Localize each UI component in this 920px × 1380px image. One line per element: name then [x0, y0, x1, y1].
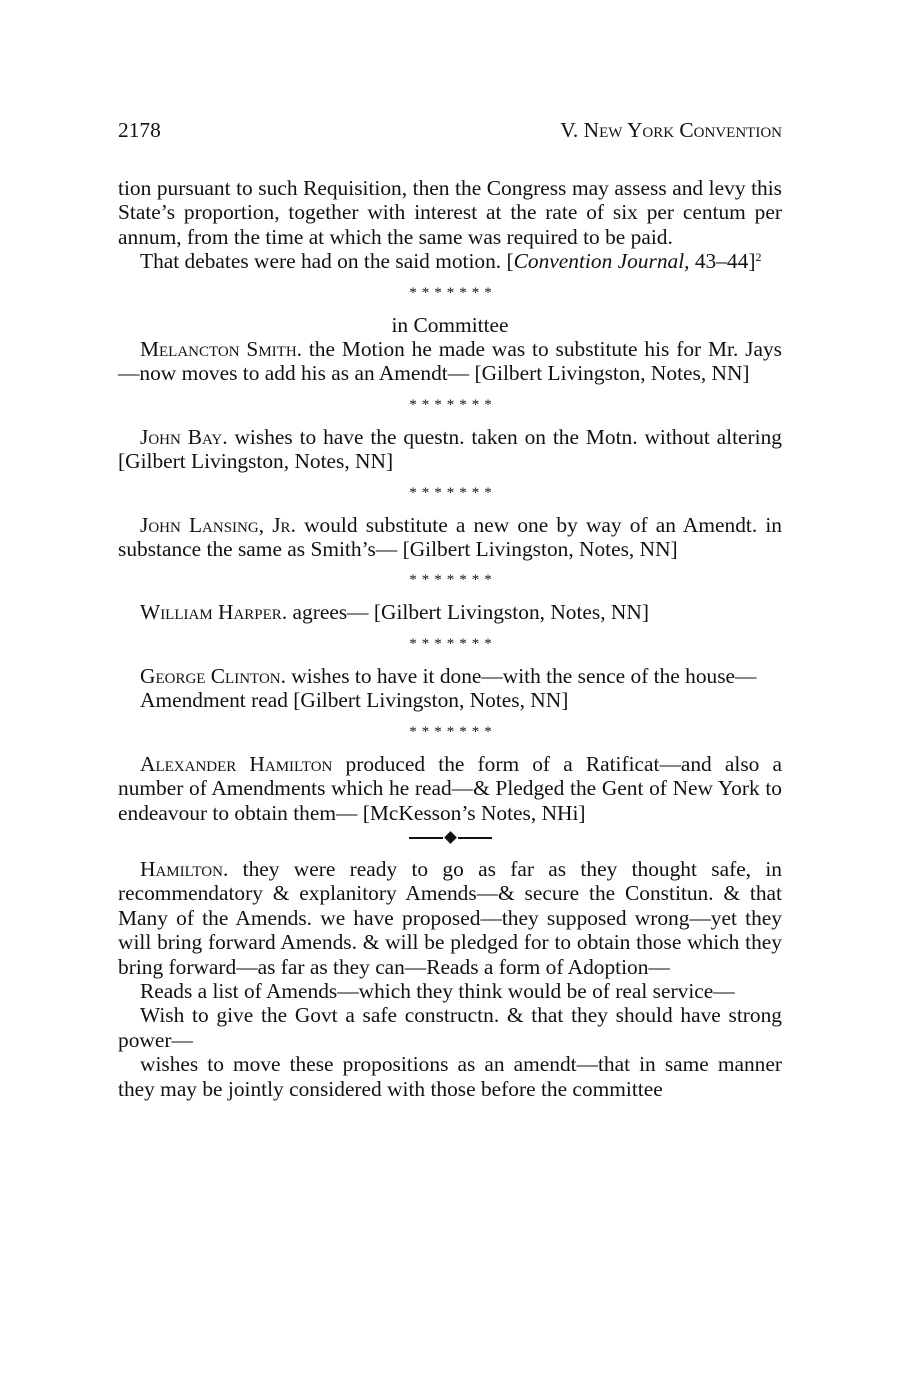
speaker-name: George Clinton. — [140, 663, 286, 688]
entry-clinton-continued: Amendment read [Gilbert Livingston, Notes, NN] — [140, 688, 569, 713]
section-separator: ******* — [409, 572, 497, 589]
entry-hamilton-second: Hamilton. they were ready to go as far as they thought safe, in recommendatory & explanitory Amends—& secure the Constitun. & that Many of the Amends. we have proposed—they supposed wrong—yet they will bring forward Amends. & will be pledged for to obtain those which they bring forward—as far as they can—Reads a form of Adoption— — [118, 856, 782, 979]
running-title: V. New York Convention — [560, 118, 782, 142]
paragraph-debates: That debates were had on the said motion. [Convention Journal, 43–44]$^2$ — [140, 249, 762, 274]
page-header — [118, 118, 782, 142]
source-title: Convention Journal, — [513, 249, 690, 274]
diamond-icon — [444, 832, 457, 845]
section-separator: ******* — [409, 396, 497, 413]
speaker-name: Hamilton. — [140, 856, 229, 881]
entry-hamilton-line: Wish to give the Govt a safe constructn. & that they should have strong power— — [118, 1003, 782, 1052]
speaker-name: William Harper. — [140, 600, 288, 625]
entry-harper: William Harper. agrees— [Gilbert Livingston, Notes, NN] — [140, 600, 649, 625]
speaker-name: John Lansing, Jr. — [140, 512, 296, 537]
paragraph-continuation: tion pursuant to such Requisition, then the Congress may assess and levy this State’s proportion, together with interest at the rate of six per centum per annum, from the time at which the same was required to be paid. — [118, 176, 782, 249]
footnote-marker: 2 — [755, 250, 762, 265]
speaker-name: Alexander Hamilton — [140, 751, 333, 776]
entry-hamilton-line: wishes to move these propositions as an amendt—that in same manner they may be jointly considered with those before the committee — [118, 1052, 782, 1101]
section-separator: ******* — [409, 484, 497, 501]
document-page — [118, 118, 782, 1101]
committee-heading: in Committee — [391, 312, 509, 337]
speaker-name: John Bay. — [140, 424, 228, 449]
entry-hamilton-line: Reads a list of Amends—which they think would be of real service— — [140, 978, 735, 1003]
section-separator: ******* — [409, 284, 497, 301]
speaker-name: Melancton Smith. — [140, 337, 302, 362]
ornament-divider — [118, 828, 782, 848]
entry-bay: John Bay. wishes to have the questn. taken on the Motn. without altering [Gilbert Livingston, Notes, NN] — [118, 424, 783, 474]
page-number: 2178 — [118, 118, 161, 142]
entry-hamilton: Alexander Hamilton produced the form of a Ratificat—and also a number of Amendments which he read—& Pledged the Gent of New York to endeavour to obtain them— [McKesson’s Notes, NHi] — [118, 751, 782, 825]
entry-smith: Melancton Smith. the Motion he made was to substitute his for Mr. Jays—now moves to add his as an Amendt— [Gilbert Livingston, Notes, NN] — [118, 337, 782, 386]
entry-lansing: John Lansing, Jr. would substitute a new one by way of an Amendt. in substance the same as Smith’s— [Gilbert Livingston, Notes, NN] — [118, 512, 782, 562]
section-separator: ******* — [409, 635, 497, 652]
section-separator: ******* — [409, 723, 497, 740]
entry-clinton: George Clinton. wishes to have it done—with the sence of the house— — [140, 663, 757, 688]
